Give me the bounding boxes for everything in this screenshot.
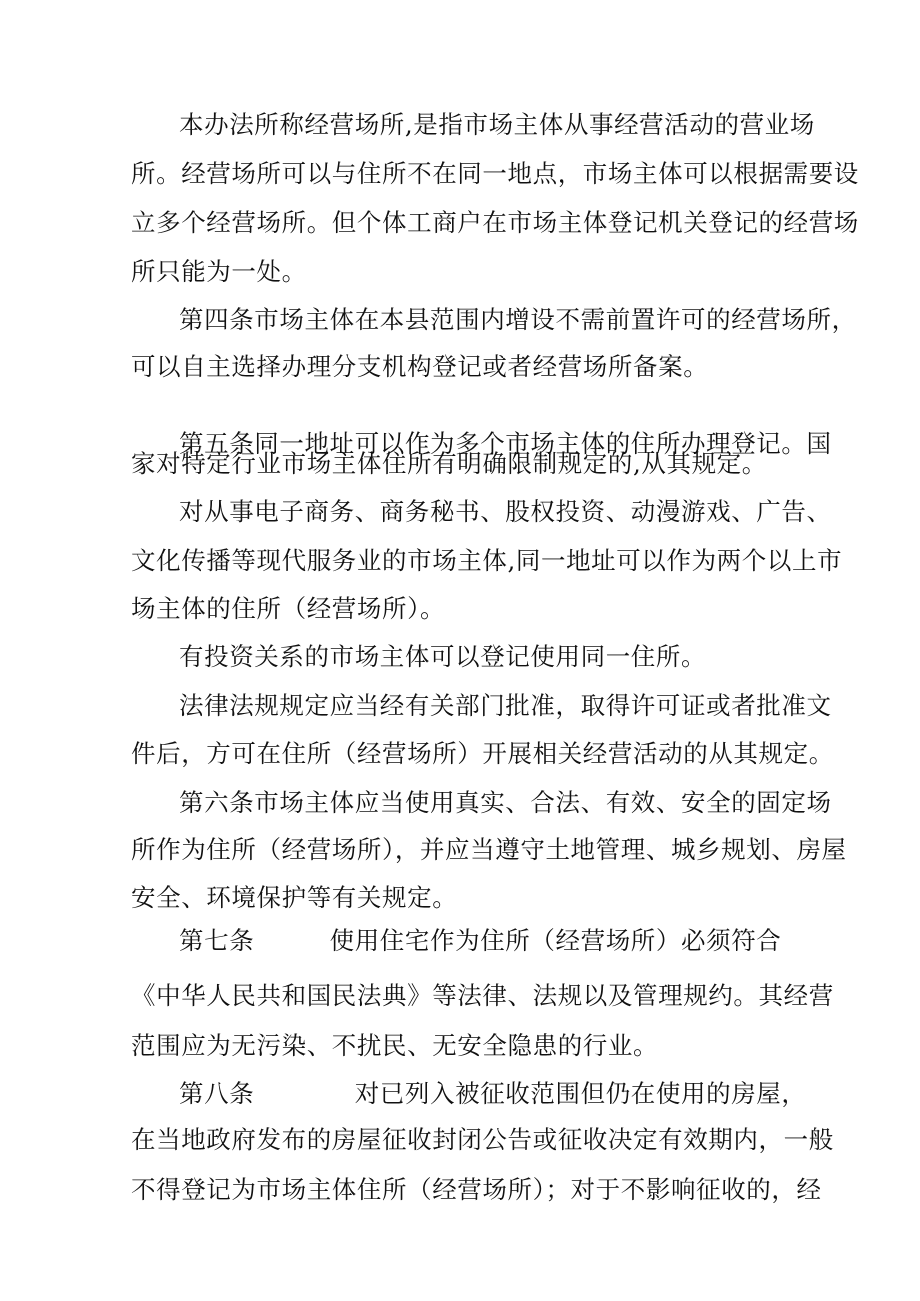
text-line: 在当地政府发布的房屋征收封闭公告或征收决定有效期内，一般 — [131, 1125, 834, 1154]
text-line: 立多个经营场所。但个体工商户在市场主体登记机关登记的经营场 — [131, 208, 859, 237]
text-line: 安全、环境保护等有关规定。 — [131, 883, 458, 912]
text-line: 《中华人民共和国民法典》等法律、法规以及管理规约。其经营 — [131, 981, 834, 1010]
text-line: 所。经营场所可以与住所不在同一地点，市场主体可以根据需要设 — [131, 159, 859, 188]
text-line: 可以自主选择办理分支机构登记或者经营场所备案。 — [131, 352, 709, 381]
text-line: 所作为住所（经营场所），并应当遵守土地管理、城乡规划、房屋 — [131, 835, 847, 864]
text-line: 对从事电子商务、商务秘书、股权投资、动漫游戏、广告、 — [179, 497, 832, 526]
text-line: 范围应为无污染、不扰民、无安全隐患的行业。 — [131, 1031, 659, 1060]
text-line: 法律法规规定应当经有关部门批准，取得许可证或者批准文 — [179, 691, 832, 720]
text-line: 所只能为一处。 — [131, 257, 307, 286]
text-line: 不得登记为市场主体住所（经营场所）；对于不影响征收的，经 — [131, 1175, 822, 1204]
text-line: 本办法所称经营场所,是指市场主体从事经营活动的营业场 — [179, 110, 815, 139]
text-line: 场主体的住所（经营场所）。 — [131, 594, 446, 623]
text-line: 件后，方可在住所（经营场所）开展相关经营活动的从其规定。 — [131, 739, 834, 768]
text-line: 第六条市场主体应当使用真实、合法、有效、安全的固定场 — [179, 788, 832, 817]
text-line: 文化传播等现代服务业的市场主体,同一地址可以作为两个以上市 — [131, 546, 843, 575]
text-line: 第七条 使用住宅作为住所（经营场所）必须符合 — [179, 926, 782, 955]
text-line: 第四条市场主体在本县范围内增设不需前置许可的经营场所， — [179, 305, 857, 334]
text-line: 第八条 对已列入被征收范围但仍在使用的房屋， — [179, 1079, 807, 1108]
text-line: 有投资关系的市场主体可以登记使用同一住所。 — [179, 642, 707, 671]
text-line: 家对特定行业市场主体住所有明确限制规定的,从其规定。 — [131, 449, 767, 478]
text-line: 第五条同一地址可以作为多个市场主体的住所办理登记。国 — [179, 429, 832, 458]
